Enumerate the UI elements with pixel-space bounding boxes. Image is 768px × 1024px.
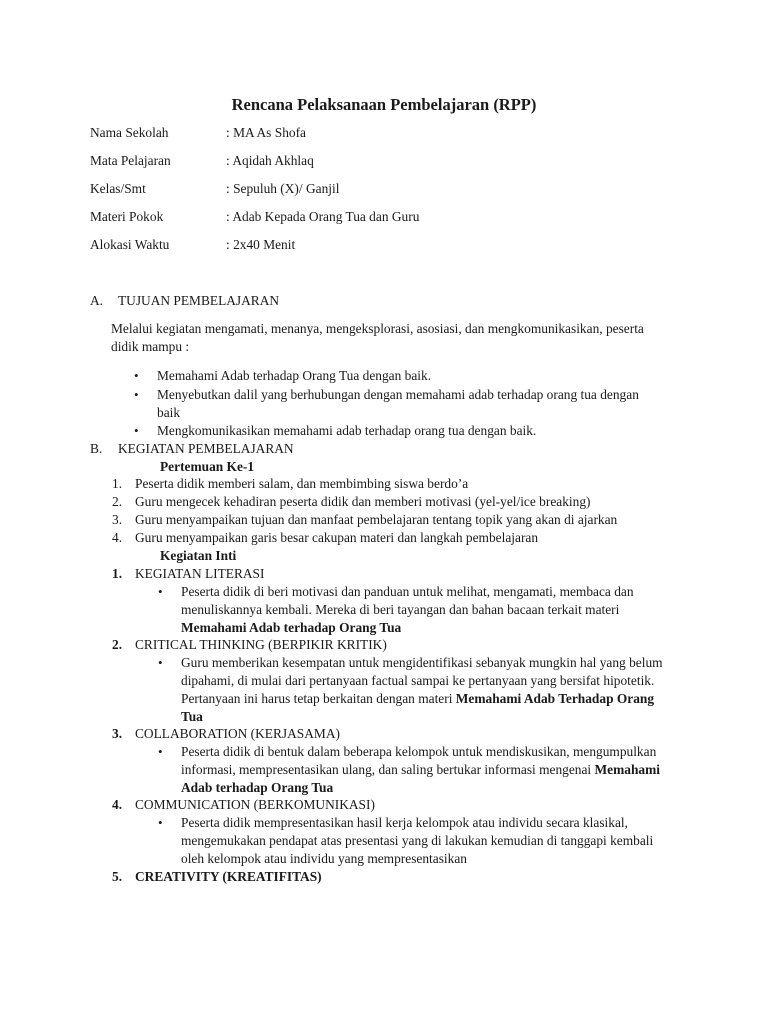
section-heading: KEGIATAN PEMBELAJARAN bbox=[118, 441, 294, 456]
activity-text: informasi, mempresentasikan ulang, dan saling bertukar informasi mengenai bbox=[181, 762, 592, 777]
activity-text: mengemukakan pendapat atas presentasi yang di lakukan kemudian di tanggapi kembali bbox=[181, 833, 654, 848]
meeting-label: Pertemuan Ke-1 bbox=[160, 459, 255, 474]
intro-text: Melalui kegiatan mengamati, menanya, mengeksplorasi, asosiasi, dan mengkomunikasikan, peserta bbox=[111, 321, 644, 336]
step-text: Peserta didik memberi salam, dan membimbing siswa berdo’a bbox=[135, 476, 469, 491]
bullet-icon: • bbox=[158, 815, 163, 830]
activity-text: Guru memberikan kesempatan untuk mengidentifikasi sebanyak mungkin hal yang belum bbox=[181, 655, 663, 670]
list-item-continuation: baik bbox=[157, 405, 181, 420]
bullet-icon: • bbox=[158, 584, 163, 599]
info-label: Nama Sekolah bbox=[90, 125, 169, 140]
info-label: Kelas/Smt bbox=[90, 181, 146, 196]
activity-text: oleh kelompok atau individu yang mempresentasikan bbox=[181, 851, 467, 866]
info-label: Materi Pokok bbox=[90, 209, 164, 224]
bullet-icon: • bbox=[158, 655, 163, 670]
list-item: Menyebutkan dalil yang berhubungan dengan memahami adab terhadap orang tua dengan bbox=[157, 387, 639, 402]
activity-number: 3. bbox=[112, 726, 123, 741]
section-marker: B. bbox=[90, 441, 103, 456]
activity-text: Peserta didik mempresentasikan hasil kerja kelompok atau individu secara klasikal, bbox=[181, 815, 628, 830]
activity-number: 4. bbox=[112, 797, 123, 812]
activity-text: menuliskannya kembali. Mereka di beri tayangan dan bahan bacaan terkait materi bbox=[181, 602, 620, 617]
activity-text: Pertanyaan ini harus tetap berkaitan dengan materi bbox=[181, 691, 453, 706]
bullet-icon: • bbox=[134, 368, 139, 383]
section-heading: TUJUAN PEMBELAJARAN bbox=[118, 293, 280, 308]
activity-text-bold: Memahami Adab terhadap Orang Tua bbox=[181, 620, 402, 635]
info-value: : Sepuluh (X)/ Ganjil bbox=[226, 181, 340, 196]
info-label: Mata Pelajaran bbox=[90, 153, 171, 168]
intro-text: didik mampu : bbox=[111, 339, 190, 354]
info-value: : Adab Kepada Orang Tua dan Guru bbox=[226, 209, 420, 224]
bullet-icon: • bbox=[134, 387, 139, 402]
step-number: 4. bbox=[112, 530, 123, 545]
activity-text: Peserta didik di bentuk dalam beberapa kelompok untuk mendiskusikan, mengumpulkan bbox=[181, 744, 657, 759]
activity-heading: CRITICAL THINKING (BERPIKIR KRITIK) bbox=[135, 637, 387, 652]
activity-number: 2. bbox=[112, 637, 123, 652]
info-value: : MA As Shofa bbox=[226, 125, 306, 140]
activity-text-line bbox=[181, 762, 660, 778]
step-text: Guru mengecek kehadiran peserta didik dan memberi motivasi (yel-yel/ice breaking) bbox=[135, 494, 591, 509]
activity-number: 5. bbox=[112, 869, 123, 884]
list-item: Memahami Adab terhadap Orang Tua dengan baik. bbox=[157, 368, 432, 383]
bullet-icon: • bbox=[158, 744, 163, 759]
activity-text-line bbox=[181, 691, 654, 707]
activity-text-bold: Tua bbox=[181, 709, 203, 724]
activity-text-bold: Adab terhadap Orang Tua bbox=[181, 780, 334, 795]
activity-heading: COLLABORATION (KERJASAMA) bbox=[135, 726, 340, 741]
activity-text: Peserta didik di beri motivasi dan panduan untuk melihat, mengamati, membaca dan bbox=[181, 584, 634, 599]
activity-heading: COMMUNICATION (BERKOMUNIKASI) bbox=[135, 797, 375, 812]
info-value: : Aqidah Akhlaq bbox=[226, 153, 314, 168]
step-number: 1. bbox=[112, 476, 123, 491]
step-number: 3. bbox=[112, 512, 123, 527]
page-title: Rencana Pelaksanaan Pembelajaran (RPP) bbox=[231, 95, 537, 114]
activity-number: 1. bbox=[112, 566, 123, 581]
activity-text-bold: Memahami bbox=[594, 762, 660, 777]
info-value: : 2x40 Menit bbox=[226, 237, 296, 252]
step-text: Guru menyampaikan tujuan dan manfaat pembelajaran tentang topik yang akan di ajarkan bbox=[135, 512, 618, 527]
activity-heading: KEGIATAN LITERASI bbox=[135, 566, 265, 581]
core-label: Kegiatan Inti bbox=[160, 548, 237, 563]
bullet-icon: • bbox=[134, 423, 139, 438]
activity-text-bold: Memahami Adab Terhadap Orang bbox=[455, 691, 655, 706]
activity-heading: CREATIVITY (KREATIFITAS) bbox=[135, 869, 322, 884]
section-marker: A. bbox=[90, 293, 104, 308]
info-label: Alokasi Waktu bbox=[90, 237, 170, 252]
activity-text: dipahami, di mulai dari pertanyaan factual sampai ke pertanyaan yang bersifat hipotetik. bbox=[181, 673, 655, 688]
list-item: Mengkomunikasikan memahami adab terhadap orang tua dengan baik. bbox=[157, 423, 537, 438]
step-number: 2. bbox=[112, 494, 123, 509]
step-text: Guru menyampaikan garis besar cakupan materi dan langkah pembelajaran bbox=[135, 530, 539, 545]
